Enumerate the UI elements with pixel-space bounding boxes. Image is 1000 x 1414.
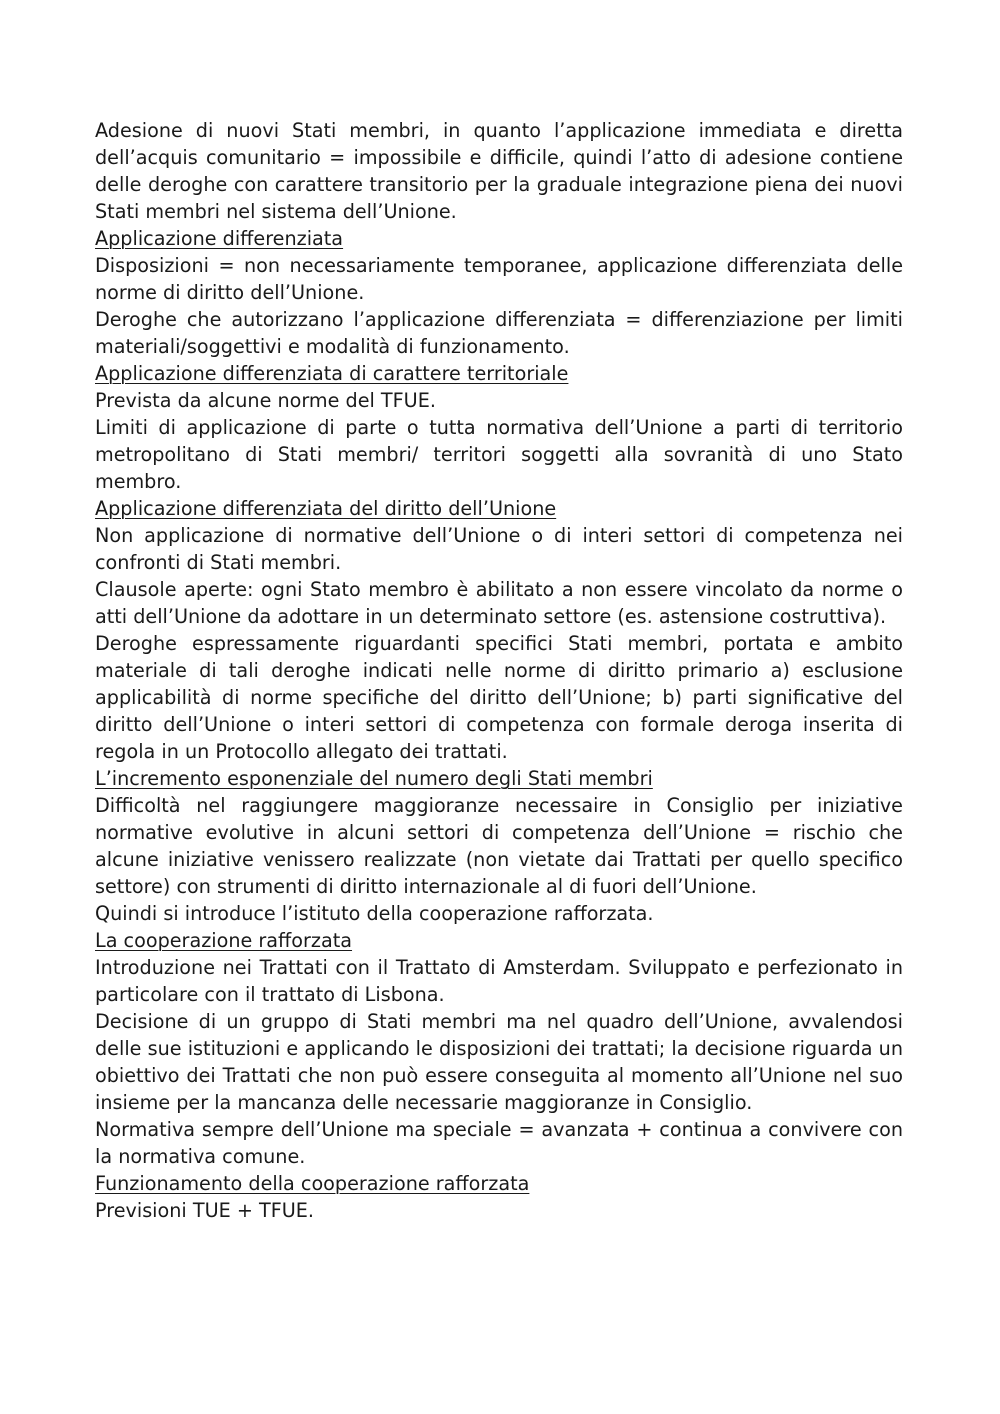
paragraph-normativa: Normativa sempre dell’Unione ma speciale = avanzata + continua a convivere con la normativa comune. — [95, 1118, 903, 1168]
paragraph-quindi: Quindi si introduce l’istituto della cooperazione rafforzata. — [95, 902, 654, 925]
heading-diritto-unione: Applicazione differenziata del diritto dell’Unione — [95, 497, 557, 520]
paragraph-accession: Adesione di nuovi Stati membri, in quanto l’applicazione immediata e diretta dell’acquis comunitario = impossibile e difficile, quindi l’atto di adesione contiene delle deroghe con carattere transitorio per la graduale integrazione piena dei nuovi Stati membri nel sistema dell’Unione. — [95, 119, 903, 223]
heading-incremento: L’incremento esponenziale del numero degli Stati membri — [95, 767, 653, 790]
paragraph-deroghe: Deroghe che autorizzano l’applicazione differenziata = differenziazione per limiti materiali/soggettivi e modalità di funzionamento. — [95, 308, 903, 358]
heading-funzionamento: Funzionamento della cooperazione rafforzata — [95, 1172, 530, 1195]
paragraph-clausole-aperte: Clausole aperte: ogni Stato membro è abilitato a non essere vincolato da norme o atti dell’Unione da adottare in un determinato settore (es. astensione costruttiva). — [95, 578, 903, 628]
paragraph-decisione: Decisione di un gruppo di Stati membri ma nel quadro dell’Unione, avvalendosi delle sue istituzioni e applicando le disposizioni dei trattati; la decisione riguarda un obiettivo dei Trattati che non può essere conseguita al momento all’Unione nel suo insieme per la mancanza delle necessarie maggioranze in Consiglio. — [95, 1010, 903, 1114]
paragraph-disposizioni: Disposizioni = non necessariamente temporanee, applicazione differenziata delle norme di diritto dell’Unione. — [95, 254, 903, 304]
paragraph-prevista: Prevista da alcune norme del TFUE. — [95, 389, 436, 412]
heading-territoriale: Applicazione differenziata di carattere territoriale — [95, 362, 569, 385]
heading-applicazione-differenziata: Applicazione differenziata — [95, 227, 344, 250]
heading-cooperazione: La cooperazione rafforzata — [95, 929, 353, 952]
paragraph-previsioni: Previsioni TUE + TFUE. — [95, 1199, 315, 1222]
paragraph-introduzione: Introduzione nei Trattati con il Trattato di Amsterdam. Sviluppato e perfezionato in particolare con il trattato di Lisbona. — [95, 956, 903, 1006]
paragraph-non-applicazione: Non applicazione di normative dell’Unione o di interi settori di competenza nei confronti di Stati membri. — [95, 524, 903, 574]
document-page — [95, 117, 903, 1224]
paragraph-difficolta: Difficoltà nel raggiungere maggioranze necessaire in Consiglio per iniziative normative evolutive in alcuni settori di competenza dell’Unione = rischio che alcune iniziative venissero realizzate (non vietate dai Trattati per quello specifico settore) con strumenti di diritto internazionale al di fuori dell’Unione. — [95, 794, 903, 898]
paragraph-deroghe-specifiche: Deroghe espressamente riguardanti specifici Stati membri, portata e ambito materiale di tali deroghe indicati nelle norme di diritto primario a) esclusione applicabilità di norme specifiche del diritto dell’Unione; b) parti significative del diritto dell’Unione o interi settori di competenza con formale deroga inserita di regola in un Protocollo allegato dei trattati. — [95, 632, 903, 763]
paragraph-limiti: Limiti di applicazione di parte o tutta normativa dell’Unione a parti di territorio metropolitano di Stati membri/ territori soggetti alla sovranità di uno Stato membro. — [95, 416, 903, 493]
